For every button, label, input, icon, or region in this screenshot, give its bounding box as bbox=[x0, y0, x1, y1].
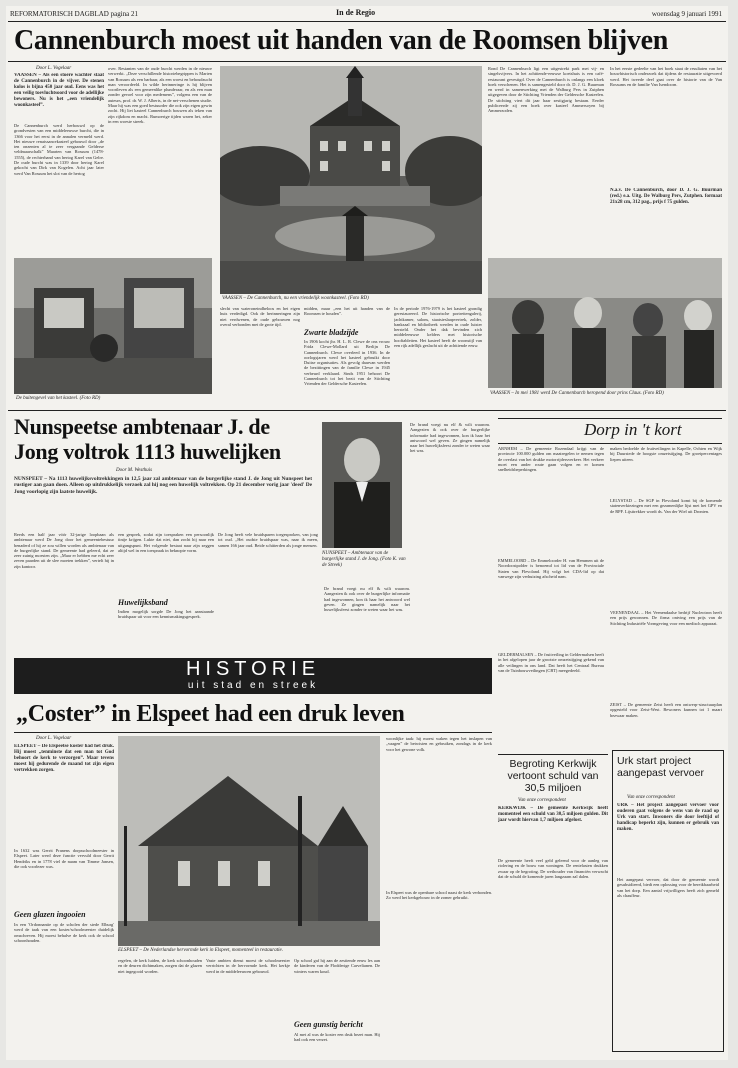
headline-kerkwijk: Begroting Kerkwijk vertoont schuld van 30,5 miljoen bbox=[507, 758, 599, 794]
header-rule bbox=[8, 21, 726, 22]
article-column: In de periode 1976-1979 is het kasteel grondig gerestaureerd. De historische portrettengalerij, jachtkamer, salons, staatsieslaapvertrek, zolder, bankzaal en bibliotheek werden in oude luister hersteld. Onder het dak bevinden zich middeleeuwse kelders met historische hooftabletten. Het kasteel heeft de woonstijl van een rijk adellijk geslacht uit de achttiende eeuw. bbox=[394, 306, 482, 349]
article-column: De brand voegt nu elf & wilt waarom. Aangezien ik ook over de burgerlijke informatie had ingewonnen, kon ik haar het antwoord wel geven. Ze gingen namelijk naar het huwelijksfeest zonder te weten waar het was. bbox=[324, 586, 410, 613]
subheading: Geen glazen ingooien bbox=[14, 910, 86, 919]
news-item: ZEIST – De gemeente Zeist heeft een ontwerp-structuurplan opgesteld voor Zeist-West. Bewoners kunnen tot 1 maart bezwaar maken. bbox=[610, 702, 722, 718]
photo-caption: De buitengevel van het kasteel. (Foto RD) bbox=[16, 396, 101, 401]
article-column: De Jong heeft vele bruidsparen toegesproken, van jong tot oud. „Het oudste bruidspaar was, naar ik meen, samen 166 jaar oud. Beide schitterden als jonge mensen. bbox=[218, 532, 318, 548]
news-item: maken bedoelde de fruitveilingen in Kapelle, Ochten en Wijk bij Duurstede de hoogste omzetstijging. De groeipercentages liepen uiteen. bbox=[610, 446, 722, 462]
article-column: Vaste ambten dienst moest de schoolmeester verrichten in de hervormde kerk. Het kerkje werd in de middeleeuwen gebouwd. bbox=[206, 958, 290, 974]
article-column: Al met al was de koster een druk bezet man. Hij had ook een verzet. bbox=[294, 1032, 380, 1043]
church-photo bbox=[118, 736, 380, 946]
paper-name: REFORMATORISCH DAGBLAD pagina 21 bbox=[10, 10, 139, 18]
photo-caption: VAASSEN – In mei 1981 werd De Cannenburch heropend door prins Claus. (Foto RD) bbox=[490, 391, 664, 396]
headline-rule bbox=[8, 61, 726, 62]
lead-paragraph: URK – Het project aangepast vervoer voor ouderen gaat volgens de wens van de raad op Urk van start. Inwoners die door leeftijd of handicap beperkt zijn, kunnen er gebruik van maken. bbox=[617, 803, 719, 832]
article-column: Reeds een half jaar vóór 32-jarige loopbaan als ambtenaar werd De Jong door het gemeentebestuur benaderd of hij ze zou willen worden als ambtenaar van de burgerlijke stand. De gemeente had geleerd, dat ze zeer zuinig moesten zijn. „Maar er hebben me echt zeer zeven paarden uit de slee moeten trekken”, vertelt hij in zijn kantoor. bbox=[14, 532, 114, 569]
book-info: N.a.v. De Cannenburch, door D. J. G. Buurman (red.) e.a. Uitg. De Walburg Pers, Zutphen. formaat 21x28 cm, 312 pag., prijs f 75 gulden. bbox=[610, 188, 722, 205]
urk-box bbox=[612, 750, 724, 1052]
article-column: midden, maar „een het uit handen van de Roomsen te houden”. bbox=[304, 306, 390, 317]
interior-photo bbox=[14, 258, 212, 394]
photo-caption: ELSPEET – De Nederlandse hervormde kerk in Elspeet, momenteel in restauratie. bbox=[118, 948, 283, 953]
article-column: De gemeente heeft veel geld geleend voor de aanleg van riolering en de bouw van woningen. De rentelasten drukken zwaar op de begroting. De wethouder van financiën verwacht dat de schuld de komende jaren langzaam zal dalen. bbox=[498, 858, 608, 879]
visit-photo bbox=[488, 258, 722, 388]
headline-cannenburch: Cannenburch moest uit handen van de Roomsen blijven bbox=[14, 25, 668, 56]
article-column: Indien mogelijk sorgde De Jong het aanstaande bruidspaar uit voor een kennismakingsgesprek. bbox=[118, 609, 214, 620]
article-column: In het eerste gedeelte van het boek staat de resultaten van het bouwhistorisch onderzoek dat tijdens de restauratie uitgevoerd werd. Het tweede deel gaat over de historie van de Van Rossums en de familie Van Isendoorn. bbox=[610, 66, 722, 87]
photo-caption: NUNSPEET – Ambtenaar van de burgerlijke stand J. de Jong. (Foto K. van de Streek) bbox=[322, 551, 406, 568]
subheading: Zwarte bladzijde bbox=[304, 328, 359, 337]
section-rule bbox=[498, 754, 608, 755]
article-column: woonlijke taak: hij moest waken tegen het inslapen van „vaagen” de betwisten en gebruiken, zondags in de kerk voor het gewone volk. bbox=[386, 736, 492, 752]
lead-paragraph: KERKWIJK – De gemeente Kerkwijk heeft momenteel een schuld van 30,5 miljoen gulden. Dit jaar wordt hiervan 1,7 miljoen afgelost. bbox=[498, 806, 608, 823]
article-column: In 1906 kocht jhr. H. L. R. Clewe de ons vrouw Frida Clewe-Mollard uit Berlijn De Cannenburch. Clewe overleed in 1936. In de oorlogsjaren werd het kasteel gebruikt door Duitse organisaties. Als gevolg daarvan werden de bezittingen van de familie Clewe in 1945 verbeurd verklaard. Sinds 1951 behoort De Cannenburch tot het bezit van de Stichting Vrienden der Geldersche Kasteelen. bbox=[304, 339, 390, 387]
castle-photo bbox=[220, 66, 482, 294]
headline-nunspeet: Nunspeetse ambtenaar J. de Jong voltrok 1113 huwelijken bbox=[14, 414, 281, 464]
byline: Van onze correspondent bbox=[627, 795, 675, 800]
lead-paragraph: ELSPEET – De Elspeetse koster had het druk. Hij moest „tenminste dat een man tot God behoort de kerk te verzorgen”. Maar tevens moest hij gedurende de maand tot zijn eigen vertrekken zorgen. bbox=[14, 744, 114, 773]
dorp-header bbox=[498, 418, 722, 444]
newspaper-page bbox=[6, 6, 728, 1060]
article-column: regelen, de kerk luiden, de kerk schoonhouden en de deuren dichtmaken, zorgen dat de glazen niet ingegooid worden. bbox=[118, 958, 202, 974]
byline: Door L. Vogelaar bbox=[36, 66, 72, 71]
article-column: De brand voegt nu elf & wilt waarom. Aangezien ik ook over de burgerlijke informatie had ingewonnen, kon ik haar het antwoord wel geven. Ze gingen namelijk naar het huwelijksfeest zonder te weten waar het was. bbox=[410, 422, 490, 454]
headline-rule bbox=[14, 732, 492, 733]
article-column: slecht van wateroneindheloos en het eigen huis verdedigd. Ook de herinneringen zijn niet verdwenen, de oude gebouwen nog overal verbonden met de grote tijd. bbox=[220, 306, 300, 327]
section-rule bbox=[8, 410, 726, 411]
headline-urk: Urk start project aangepast vervoer bbox=[617, 755, 704, 779]
news-item: GELDERMALSEN – De fruitveiling in Geldermalsen heeft in het afgelopen jaar de grootste omzetstijging gekend van alle veilingen in ons land. Dat heeft het Centraal Bureau van de Tuinbouwveilingen (CBT) meegedeeld. bbox=[498, 652, 604, 673]
news-item: ARNHEM – De gemeente Rozendaal krijgt van de provincie 100.000 gulden om maatregelen te nemen tegen de overlast van het drukke motorrijdersverkeer. Het verkeer moet een ander route gaan volgen en er komen snelheidsbeperkingen. bbox=[498, 446, 604, 473]
article-column: Op school gaf hij aan de zestiende eeuw les aan de kinderen van de Flodderige Carvelianen. De winters waren koud. bbox=[294, 958, 380, 974]
section-title: In de Regio bbox=[336, 8, 376, 17]
photo-caption: VAASSEN – De Cannenburch, nu een vriendelijk woonkasteel. (Foto RD) bbox=[222, 296, 369, 301]
article-column: een gesprek, zodat zijn toespraken een persoonlijk tintje krijgen. Lukte dat niet, dan zocht hij naar een uitgangspunt. Het volgende bestaat naar zijn zeggen altijd wel in een toespraak in beknopte vorm. bbox=[118, 532, 214, 553]
article-column: Rond De Cannenburch ligt een uitgestrekt park met vij- en singelsvijvers. In het achttiende-eeuwse koetshuis is een café-restaurant gevestigd. Over de Cannenburch is onlangs een kloek boek verschenen. Het is samengesteld door dr. D. J. G. Buurman en werd in samenwerking met de Walburg Pers in Zutphen uitgegeven door de Stichting Vrienden der Geldersche Kasteelen. De stichting viert dit jaar haar zestigjarig bestaan. Eerder publiceerde zij een boek over kasteel Ammersoyen bij Ammerzoden. bbox=[488, 66, 604, 114]
portrait-photo bbox=[322, 422, 402, 548]
lead-paragraph: VAASSEN – Als een stoere wachter staat de Cannenburch in de vijver. De stenen kolos is bijna 450 jaar oud. Eens was het een veilig toevluchtsoord voor de adellijke bewoners. Nu is het „een vriendelijk woonkasteel”. bbox=[14, 73, 104, 108]
subheading: Geen gunstig bericht bbox=[294, 1020, 363, 1029]
issue-date: woensdag 9 januari 1991 bbox=[651, 10, 722, 18]
historie-subtitle: uit stad en streek bbox=[187, 680, 319, 691]
lead-paragraph: NUNSPEET – Na 1113 huwelijksvoltrekkingen in 12,5 jaar zal ambtenaar van de burgerlijke stand J. de Jong uit Nunspeet het rustiger aan gaan doen. Alleen op uitdrukkelijk verzoek zal hij nog een huwelijk voltrekken. Op 21 december vorig jaar 'deed' De Jong voorlopig zijn laatste huwelijk. bbox=[14, 476, 312, 495]
article-column: In Elspeet was de openbare school naast de kerk verbonden. Zo werd het kerkgebouw in de zomer gebruikt. bbox=[386, 890, 492, 901]
news-item: VEENENDAAL – Het Veenendaalse bedrijf Nucleotron heeft een prijs gewonnen. De firma ontving een prijs van de Stichting Industriële Vormgeving voor een medisch apparaat. bbox=[610, 610, 722, 626]
news-item: EMMELOORD – De Emmeloorder H. van Hemmen uit de Noordoostpolder is benoemd tot lid van de Provinciale Staten van Flevoland. Hij volgt het CDA-lid op dat vanwege zijn verhuizing afscheid nam. bbox=[498, 558, 604, 579]
subheading: Huwelijksband bbox=[118, 598, 168, 607]
article-column: over. Restanten van de oude burcht werden in de nieuwe verwerkt. „Deze verschillende historiebegrippen is Marten van Rossum als een barbaar, als een woest en behoudzucht man veroordeeld. In wilde herinneringe is hij blijven voortleven als een gemeenlike plunderaar, en als een man zonder gevoel voor zijn medemens”, volgens een van de auteurs, prof. dr. W. J. Alberts, in de net-verschenen studie. Maar hij was een goed bestuurder die ook zijn eigen gewin zocht. Hij liet kasteel Cannenburch bouwen als teken van zijn rijkdom en macht. Rumoerige tijden waren het, zeker in een woeste streek. bbox=[108, 66, 212, 124]
article-column: In een 'Ordonnantie op de scholen der stede Elburg' werd de taak van een koster/schoolmeester duidelijk omschreven. Hij moest behalve de kerk ook de school schoonhouden. bbox=[14, 922, 114, 943]
byline: Van onze correspondent bbox=[518, 798, 566, 803]
headline-coster: „Coster” in Elspeet had een druk leven bbox=[16, 701, 405, 727]
historie-title: HISTORIE bbox=[185, 658, 321, 680]
news-item: LELYSTAD – De SGP in Flevoland komt bij de komende statenverkiezingen met een gezamenlijke lijst met het GPV en de RPF. Lijsttrekker wordt ds. Van der Wiel uit Dronten. bbox=[610, 498, 722, 514]
dorp-title: Dorp in 't kort bbox=[584, 420, 682, 439]
byline: Door M. Westhuis bbox=[116, 468, 153, 473]
byline: Door L. Vogelaar bbox=[36, 736, 72, 741]
article-column: In 1632 was Gerrit Pranens dorpsschoolmeester in Elspeet. Later werd deze functie vervuld door Gerrit Hendriks en in 1778 viel de naam van Timme Jansen, die ook voorlezer was. bbox=[14, 848, 114, 869]
article-column: De Cannenburch werd herbouwd op de grondvesten van een middeleeuwse burcht, die in 1366 voor het eerst in de annalen vermeld werd. Het nieuwe renaissancekasteel gebouwd door „de ten onzenten al te zeer vergaande Gelderse veldmaarschalk” Maarten van Rossum (1478-1555), de rechterhand van hertog Karel van Gelre. De oude burcht was in 1339 door hertog Karel gekocht van Dirk van Kogelen. Acht jaar later werd Van Rossum het slot van de hertog bbox=[14, 123, 104, 176]
article-column: Het aangepast vervoer, dat door de gemeente wordt gesubsidieerd, biedt een oplossing voor de bereikbaarheid van het dorp. Een aantal vrijwilligers heeft zich gemeld als chauffeur. bbox=[617, 877, 719, 898]
historie-banner bbox=[14, 658, 492, 694]
